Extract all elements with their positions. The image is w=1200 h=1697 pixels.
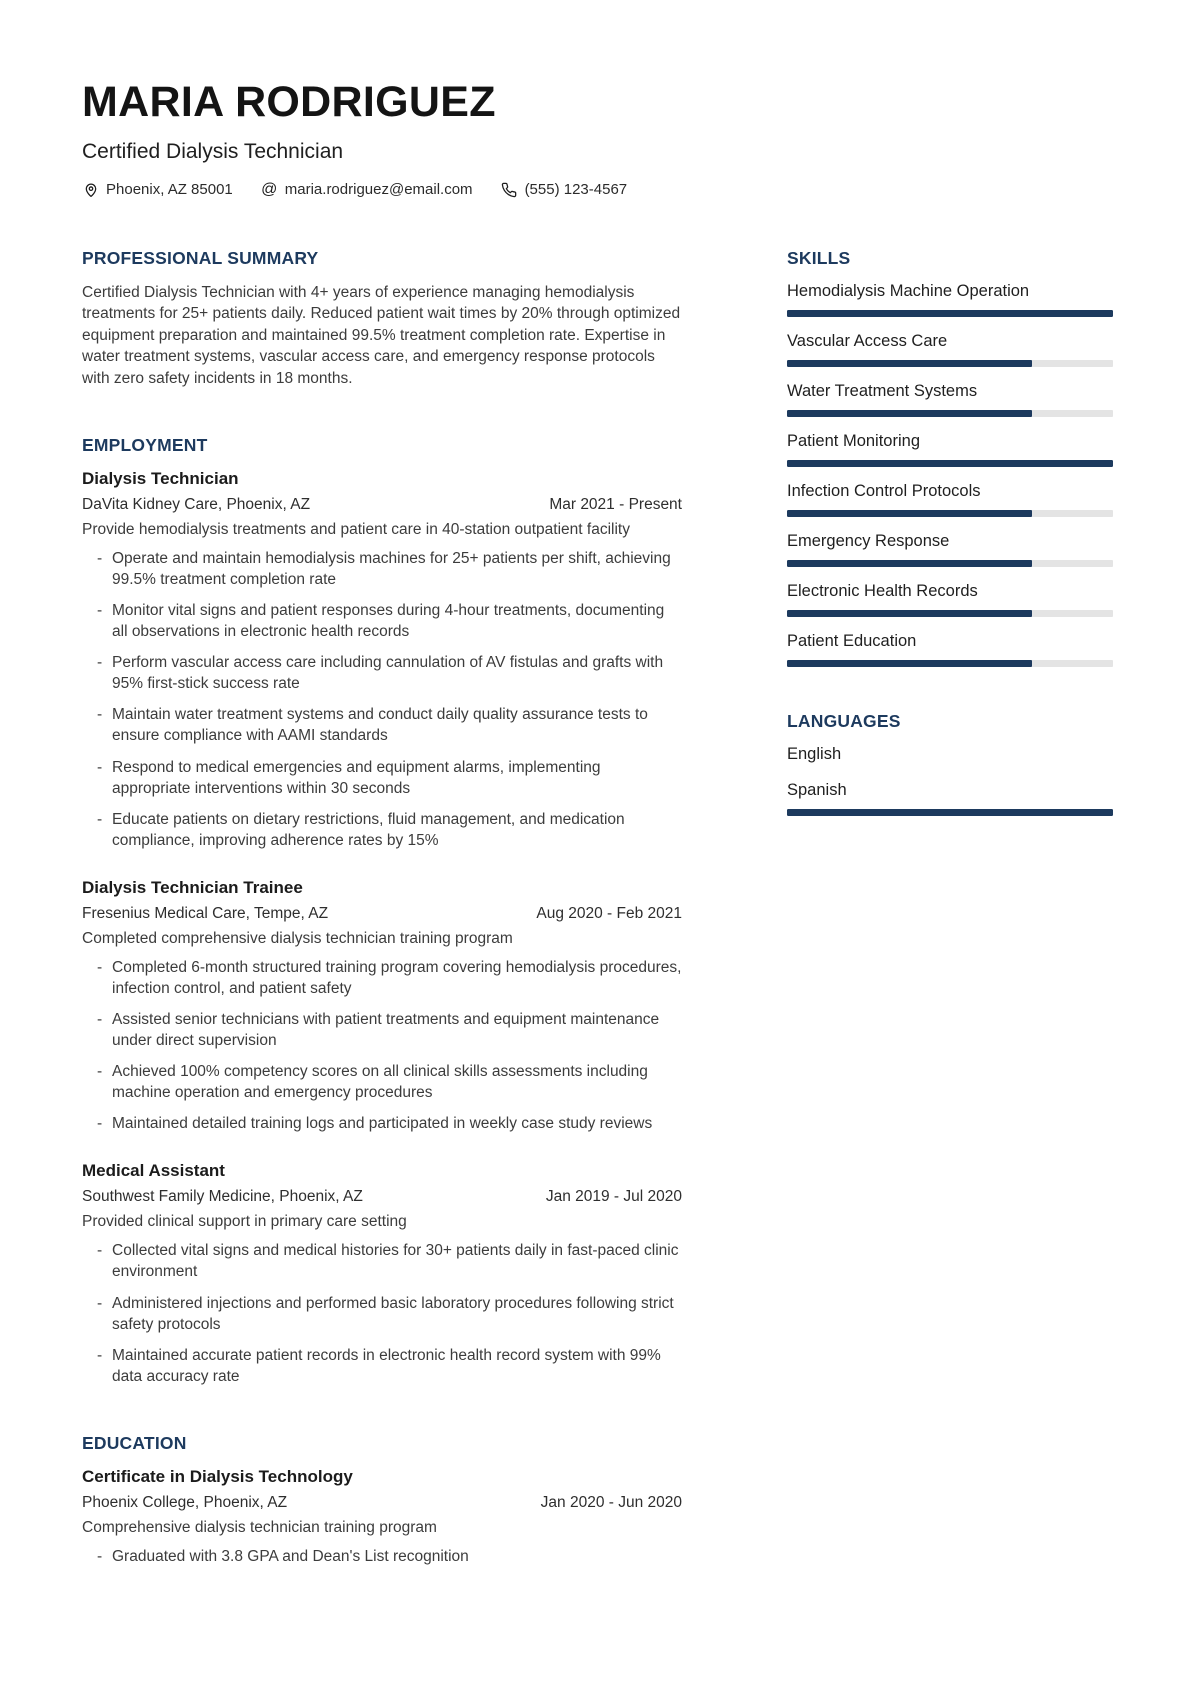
resume-header xyxy=(82,78,1113,198)
education-company: Phoenix College, Phoenix, AZ xyxy=(82,1493,288,1511)
bullet-text: Respond to medical emergencies and equipment alarms, implementing appropriate interventions within 30 seconds xyxy=(112,758,601,797)
contact-item xyxy=(501,181,628,198)
bullet-marker: - xyxy=(97,654,103,672)
bullet-text: Educate patients on dietary restrictions, fluid management, and medication compliance, improving adherence rates by 15% xyxy=(112,810,625,849)
job-summary: Completed comprehensive dialysis technician training program xyxy=(82,929,513,947)
skill-label: Hemodialysis Machine Operation xyxy=(787,282,1030,300)
bullet-item xyxy=(97,757,682,799)
skill-bar-track xyxy=(787,410,1113,417)
professional-summary-section xyxy=(82,248,682,389)
contact-item xyxy=(261,181,473,198)
bullet-item xyxy=(97,1345,682,1387)
job-summary: Provided clinical support in primary care setting xyxy=(82,1213,407,1231)
job-summary: Provide hemodialysis treatments and patient care in 40-station outpatient facility xyxy=(82,520,630,538)
education-section xyxy=(82,1433,682,1567)
languages-list xyxy=(787,745,1113,816)
skill-label: Patient Education xyxy=(787,632,917,650)
bullet-text: Monitor vital signs and patient responses during 4-hour treatments, documenting all observations in electronic health records xyxy=(112,602,665,641)
summary-text: Certified Dialysis Technician with 4+ years of experience managing hemodialysis treatments for 25+ patients daily. Reduced patient wait times by 20% through optimized equipment preparation and maintained 99.5% treatment completion rate. Expertise in water treatment systems, vascular access care, and emergency response protocols with zero safety incidents in 18 months. xyxy=(82,284,681,387)
person-title: Certified Dialysis Technician xyxy=(82,140,344,163)
bullet-marker: - xyxy=(97,1063,103,1081)
skill-bar-fill xyxy=(787,360,1032,367)
sidebar-column xyxy=(787,248,1113,1613)
job-meta xyxy=(82,1188,682,1206)
skill-bar-fill xyxy=(787,310,1113,317)
job-title: Medical Assistant xyxy=(82,1161,225,1181)
skill-bar-fill xyxy=(787,510,1032,517)
bullet-marker: - xyxy=(97,706,103,724)
education-entry xyxy=(82,1467,682,1567)
job-company: Fresenius Medical Care, Tempe, AZ xyxy=(82,904,329,922)
bullet-text: Collected vital signs and medical histories for 30+ patients daily in fast-paced clinic environment xyxy=(112,1242,679,1281)
section-heading-languages: LANGUAGES xyxy=(787,711,901,731)
job-company: DaVita Kidney Care, Phoenix, AZ xyxy=(82,495,311,513)
skill-item xyxy=(787,632,1113,667)
education-dates: Jan 2020 - Jun 2020 xyxy=(540,1493,682,1511)
skill-label: Vascular Access Care xyxy=(787,332,948,350)
job-bullets xyxy=(82,548,682,851)
contact-text: Phoenix, AZ 85001 xyxy=(106,181,233,198)
job-bullets xyxy=(82,957,682,1135)
contact-item xyxy=(82,181,233,198)
job-title: Dialysis Technician Trainee xyxy=(82,877,303,897)
bullet-text: Maintain water treatment systems and conduct daily quality assurance tests to ensure compliance with AAMI standards xyxy=(112,706,648,745)
bullet-item xyxy=(97,548,682,590)
bullet-item xyxy=(97,1113,682,1134)
language-bar-fill xyxy=(787,809,1113,816)
language-item xyxy=(787,781,1113,816)
skill-bar-track xyxy=(787,660,1113,667)
job-meta xyxy=(82,905,682,923)
skill-label: Patient Monitoring xyxy=(787,432,920,450)
employment-section xyxy=(82,435,682,1387)
job-entry xyxy=(82,878,682,1135)
skill-bar-fill xyxy=(787,560,1032,567)
skill-bar-fill xyxy=(787,410,1032,417)
skill-bar-track xyxy=(787,310,1113,317)
bullet-text: Completed 6-month structured training program covering hemodialysis procedures, infection control, and patient safety xyxy=(112,958,682,997)
education-bullets xyxy=(82,1546,682,1567)
contact-text: maria.rodriguez@email.com xyxy=(284,181,473,198)
language-label: English xyxy=(787,745,842,763)
skill-bar-track xyxy=(787,560,1113,567)
bullet-marker: - xyxy=(97,1010,103,1028)
bullet-item xyxy=(97,1009,682,1051)
email-icon: @ xyxy=(261,180,278,198)
skills-section xyxy=(787,248,1113,667)
skill-bar-track xyxy=(787,360,1113,367)
bullet-item xyxy=(97,809,682,851)
section-heading-skills: SKILLS xyxy=(787,248,851,268)
skill-label: Electronic Health Records xyxy=(787,582,978,600)
education-meta xyxy=(82,1494,682,1512)
skill-item xyxy=(787,432,1113,467)
bullet-text: Administered injections and performed basic laboratory procedures following strict safety protocols xyxy=(112,1294,674,1333)
skill-item xyxy=(787,382,1113,417)
bullet-marker: - xyxy=(97,758,103,776)
job-dates: Jan 2019 - Jul 2020 xyxy=(545,1188,682,1206)
bullet-marker: - xyxy=(97,1242,103,1260)
bullet-marker: - xyxy=(97,602,103,620)
job-entry xyxy=(82,469,682,851)
skill-bar-track xyxy=(787,610,1113,617)
bullet-item xyxy=(97,600,682,642)
bullet-text: Achieved 100% competency scores on all clinical skills assessments including machine operation and emergency procedures xyxy=(112,1063,648,1102)
job-meta xyxy=(82,496,682,514)
bullet-marker: - xyxy=(97,810,103,828)
section-heading-education: EDUCATION xyxy=(82,1432,187,1453)
main-column xyxy=(82,248,682,1613)
education-summary: Comprehensive dialysis technician training program xyxy=(82,1518,437,1536)
jobs-list xyxy=(82,469,682,1387)
skill-item xyxy=(787,582,1113,617)
skill-bar-fill xyxy=(787,660,1032,667)
bullet-text: Maintained accurate patient records in electronic health record system with 99% data accuracy rate xyxy=(112,1346,661,1385)
skill-label: Water Treatment Systems xyxy=(787,382,978,400)
language-item xyxy=(787,745,1113,764)
bullet-marker: - xyxy=(97,1115,103,1133)
bullet-item xyxy=(97,957,682,999)
bullet-item xyxy=(97,704,682,746)
person-name: MARIA RODRIGUEZ xyxy=(82,78,496,126)
bullet-item xyxy=(97,1546,682,1567)
job-dates: Aug 2020 - Feb 2021 xyxy=(536,904,682,922)
bullet-text: Graduated with 3.8 GPA and Dean's List recognition xyxy=(112,1547,469,1565)
education-list xyxy=(82,1467,682,1567)
bullet-item xyxy=(97,652,682,694)
job-title: Dialysis Technician xyxy=(82,468,239,488)
section-heading-employment: EMPLOYMENT xyxy=(82,434,208,455)
skill-item xyxy=(787,532,1113,567)
skill-bar-track xyxy=(787,510,1113,517)
bullet-item xyxy=(97,1240,682,1282)
bullet-marker: - xyxy=(97,1294,103,1312)
skill-item xyxy=(787,282,1113,317)
bullet-text: Perform vascular access care including cannulation of AV fistulas and grafts with 95% first-stick success rate xyxy=(112,654,664,693)
bullet-text: Assisted senior technicians with patient treatments and equipment maintenance under direct supervision xyxy=(112,1010,660,1050)
job-bullets xyxy=(82,1240,682,1386)
phone-icon xyxy=(501,181,518,198)
bullet-text: Maintained detailed training logs and participated in weekly case study reviews xyxy=(112,1115,653,1133)
skill-item xyxy=(787,332,1113,367)
location-icon xyxy=(82,181,99,198)
contact-text: (555) 123-4567 xyxy=(524,181,628,198)
skill-bar-fill xyxy=(787,610,1032,617)
skill-label: Infection Control Protocols xyxy=(787,482,981,500)
education-title: Certificate in Dialysis Technology xyxy=(82,1466,353,1486)
section-heading-summary: PROFESSIONAL SUMMARY xyxy=(82,248,319,268)
skills-list xyxy=(787,282,1113,667)
bullet-marker: - xyxy=(97,549,103,567)
job-dates: Mar 2021 - Present xyxy=(549,495,682,513)
skill-item xyxy=(787,482,1113,517)
languages-section xyxy=(787,711,1113,816)
content-columns xyxy=(82,248,1113,1613)
bullet-text: Operate and maintain hemodialysis machines for 25+ patients per shift, achieving 99.5% treatment completion rate xyxy=(112,549,671,588)
skill-bar-fill xyxy=(787,460,1113,467)
contact-row xyxy=(82,181,1113,198)
language-label: Spanish xyxy=(787,781,847,799)
bullet-marker: - xyxy=(97,958,103,976)
skill-bar-track xyxy=(787,460,1113,467)
language-bar-track xyxy=(787,809,1113,816)
bullet-item xyxy=(97,1293,682,1335)
bullet-marker: - xyxy=(97,1346,103,1364)
bullet-marker: - xyxy=(97,1547,103,1565)
job-entry xyxy=(82,1161,682,1386)
skill-label: Emergency Response xyxy=(787,532,950,550)
bullet-item xyxy=(97,1061,682,1103)
job-company: Southwest Family Medicine, Phoenix, AZ xyxy=(82,1188,363,1206)
